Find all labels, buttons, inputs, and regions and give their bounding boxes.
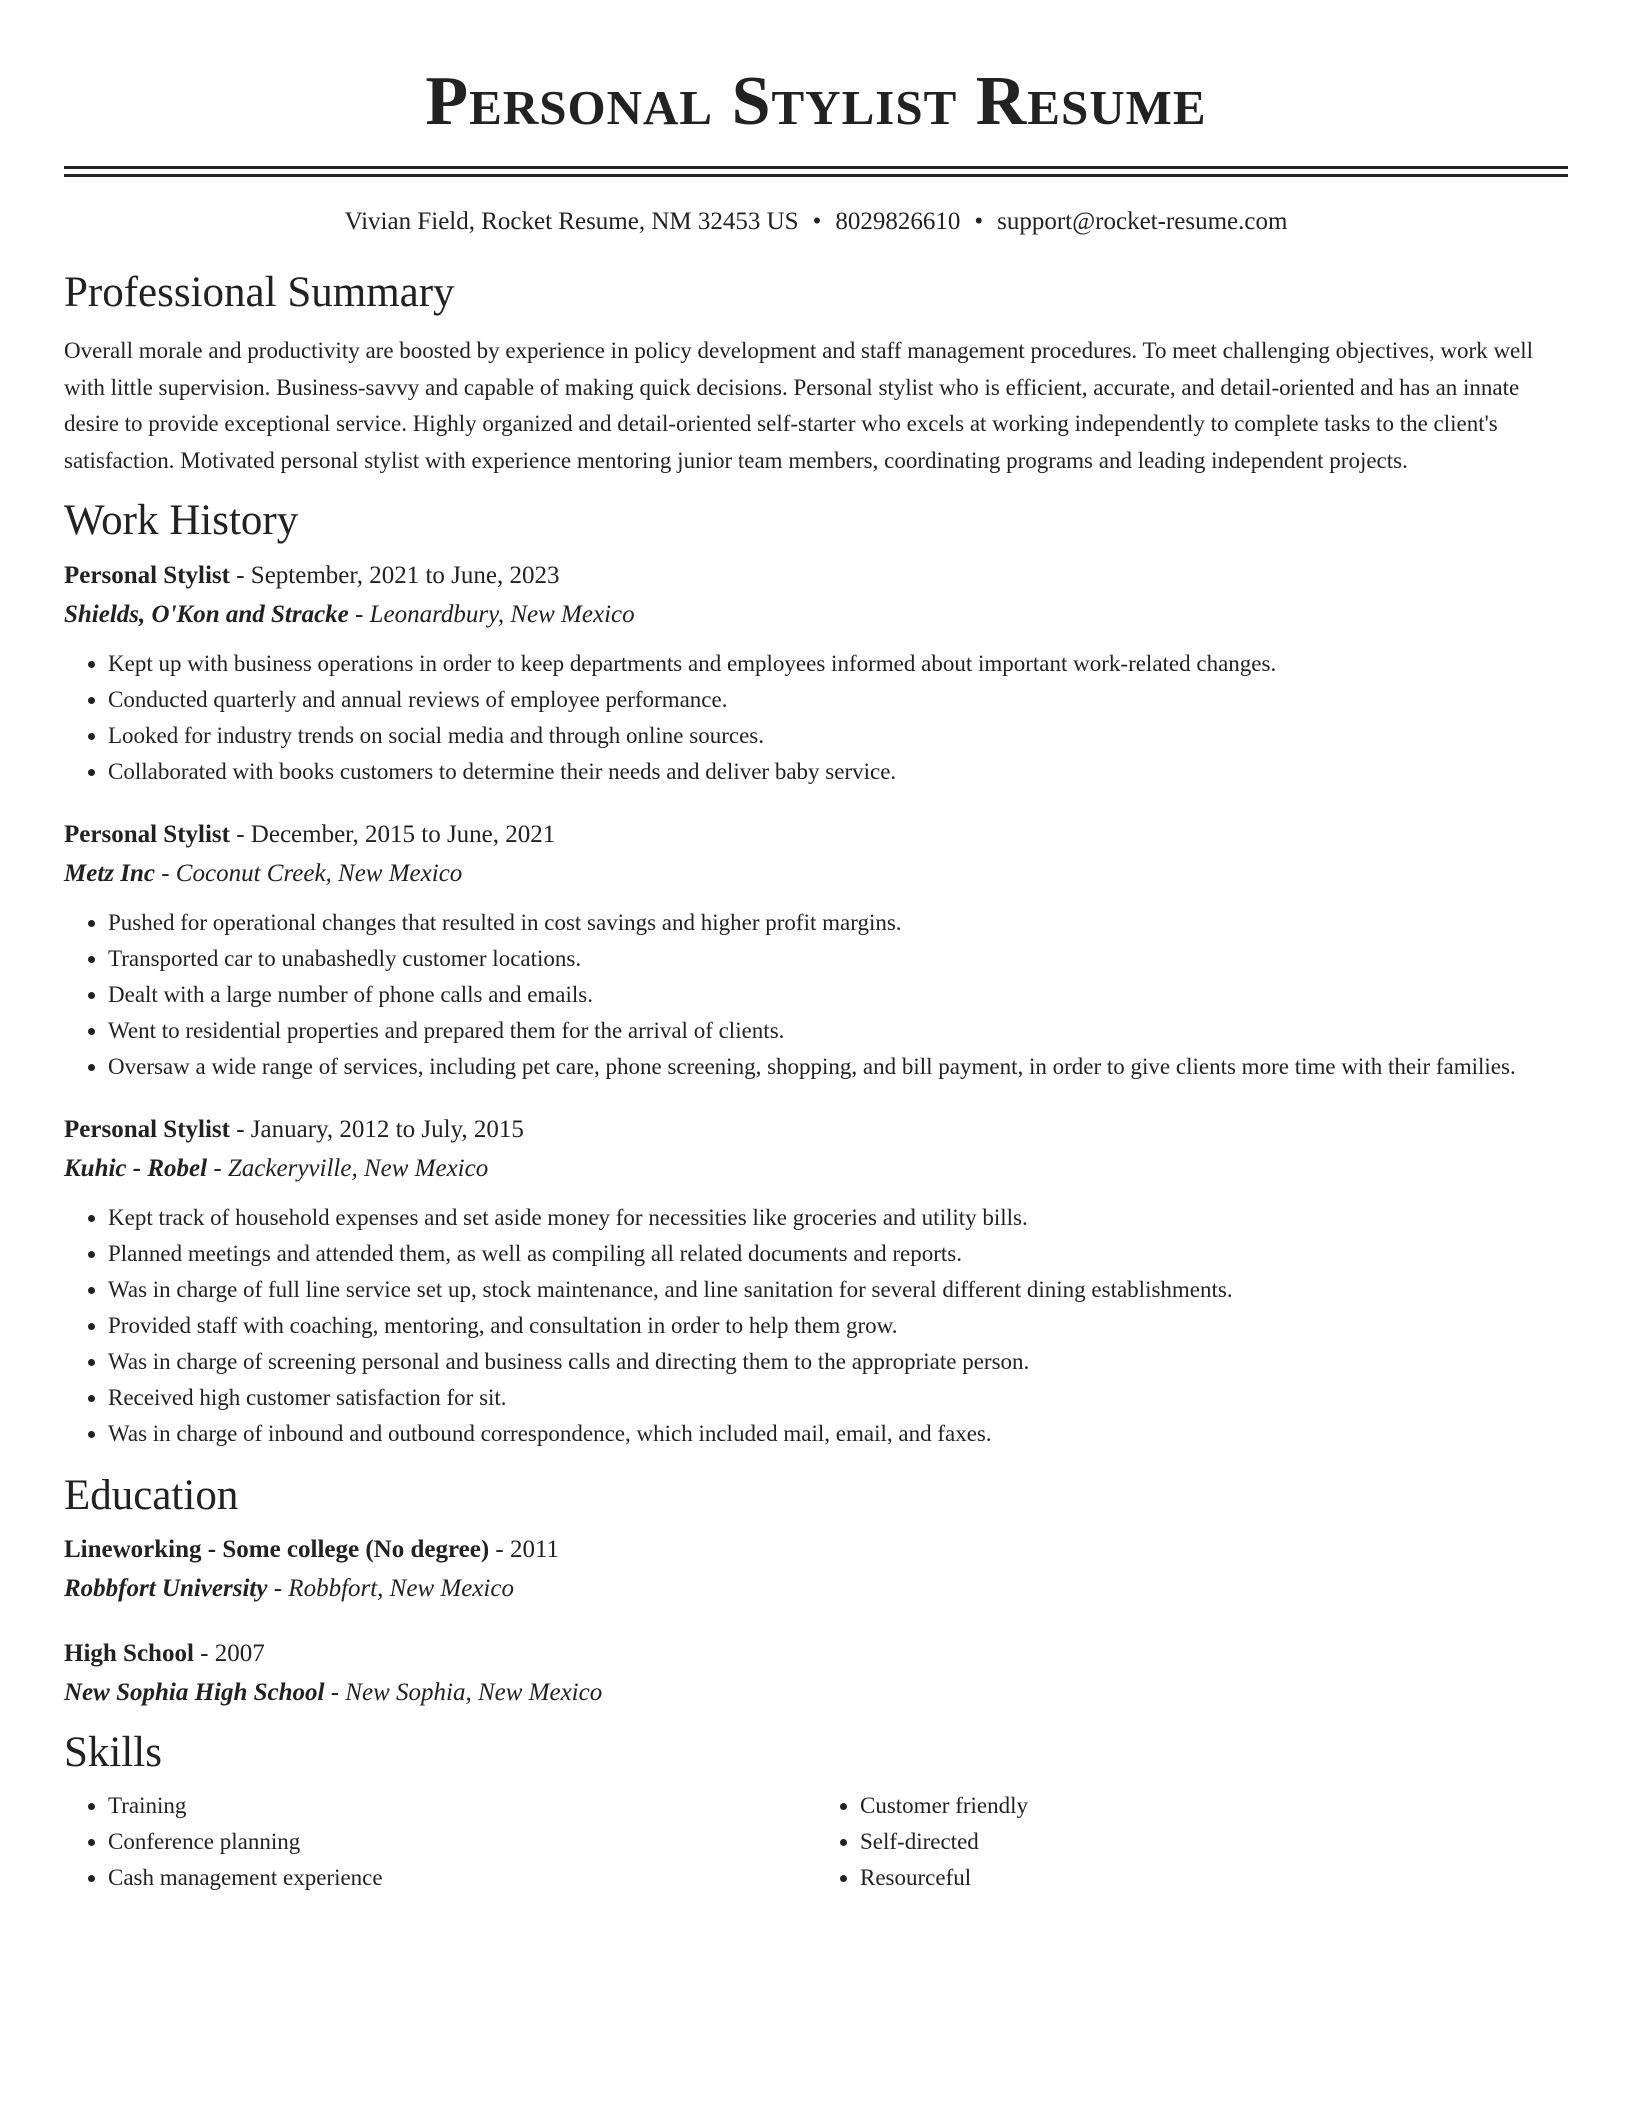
job-duty: • Transported car to unabashedly customer locations. [108,941,1568,977]
section-heading-work: Work History [64,497,299,544]
skill-item: • Cash management experience [108,1860,816,1896]
skills-list-right [816,1788,1568,1896]
job-duty: • Was in charge of screening personal and business calls and directing them to the appropriate person. [108,1344,1568,1380]
degree-line [64,1639,1568,1669]
skills-list-left [64,1788,816,1896]
job-duty: • Looked for industry trends on social media and through online sources. [108,718,1568,754]
skill-item: • Self-directed [860,1824,1568,1860]
contact-separator: • [974,208,984,235]
job-title: Personal Stylist [64,562,230,589]
job-duties-list [64,1200,1568,1452]
contact-address: Vivian Field, Rocket Resume, NM 32453 US [344,208,799,235]
job-duties-list [64,646,1568,790]
employer-location: - Leonardbury, New Mexico [348,601,635,628]
skill-item: • Resourceful [860,1860,1568,1896]
employer-line [64,600,1568,630]
section-heading-summary: Professional Summary [64,269,455,316]
job-duty: • Kept up with business operations in order to keep departments and employees informed about important work-related changes. [108,646,1568,682]
employer-line [64,859,1568,889]
contact-line [64,207,1568,237]
job-duty: • Kept track of household expenses and set aside money for necessities like groceries and utility bills. [108,1200,1568,1236]
job-duty: • Dealt with a large number of phone calls and emails. [108,977,1568,1013]
employer-line [64,1154,1568,1184]
employer-name: Metz Inc [64,860,155,887]
skill-item: • Training [108,1788,816,1824]
job-dates: - September, 2021 to June, 2023 [229,562,560,589]
employer-name: Shields, O'Kon and Stracke [64,601,349,628]
school-line [64,1574,1568,1604]
degree-year: - 2007 [193,1640,265,1667]
job-duty: • Provided staff with coaching, mentoring, and consultation in order to help them grow. [108,1308,1568,1344]
job-title-line [64,820,1568,850]
job-duty: • Received high customer satisfaction for sit. [108,1380,1568,1416]
skills-columns [64,1788,1568,1896]
job-duty: • Planned meetings and attended them, as well as compiling all related documents and reports. [108,1236,1568,1272]
summary-text: Overall morale and productivity are boosted by experience in policy development and staff management procedures. To meet challenging objectives, work well with little supervision. Business-savvy and capable of making quick decisions. Personal stylist who is efficient, accurate, and detail-oriented and has an innate desire to provide exceptional service. Highly organized and detail-oriented self-starter who excels at working independently to complete tasks to the client's satisfaction. Motivated personal stylist with experience mentoring junior team members, coordinating programs and leading independent projects. [64,338,1534,473]
section-heading-education: Education [64,1472,239,1519]
job-entry [64,820,1568,1085]
job-duty: • Went to residential properties and prepared them for the arrival of clients. [108,1013,1568,1049]
job-duty: • Pushed for operational changes that resulted in cost savings and higher profit margins. [108,905,1568,941]
contact-phone: 8029826610 [835,208,961,235]
education-entry [64,1535,1568,1604]
job-dates: - January, 2012 to July, 2015 [229,1116,524,1143]
contact-separator: • [812,208,822,235]
job-title-line [64,1115,1568,1145]
job-entry [64,561,1568,790]
employer-location: - Zackeryville, New Mexico [207,1155,489,1182]
page-title: Personal Stylist Resume [425,63,1207,140]
job-dates: - December, 2015 to June, 2021 [229,821,556,848]
school-name: New Sophia High School [64,1679,325,1706]
skill-item: • Customer friendly [860,1788,1568,1824]
job-title-line [64,561,1568,591]
school-line [64,1678,1568,1708]
job-title: Personal Stylist [64,1116,230,1143]
employer-name: Kuhic - Robel [64,1155,208,1182]
job-duty: • Collaborated with books customers to determine their needs and deliver baby service. [108,754,1568,790]
skill-item: • Conference planning [108,1824,816,1860]
education-entry [64,1639,1568,1708]
contact-email: support@rocket-resume.com [997,208,1288,235]
school-name: Robbfort University [64,1575,268,1602]
job-duty: • Conducted quarterly and annual reviews of employee performance. [108,682,1568,718]
school-location: - New Sophia, New Mexico [324,1679,603,1706]
employer-location: - Coconut Creek, New Mexico [154,860,463,887]
school-location: - Robbfort, New Mexico [267,1575,514,1602]
job-duty: • Was in charge of full line service set up, stock maintenance, and line sanitation for several different dining establishments. [108,1272,1568,1308]
resume-page [64,0,1568,1896]
job-duties-list [64,905,1568,1085]
section-heading-skills: Skills [64,1729,162,1776]
job-duty: • Oversaw a wide range of services, including pet care, phone screening, shopping, and bill payment, in order to give clients more time with their families. [108,1049,1568,1085]
job-title: Personal Stylist [64,821,230,848]
degree-name: Lineworking - Some college (No degree) [64,1536,490,1563]
job-duty: • Was in charge of inbound and outbound correspondence, which included mail, email, and faxes. [108,1416,1568,1452]
title-divider [64,166,1568,177]
degree-year: - 2011 [489,1536,560,1563]
job-entry [64,1115,1568,1452]
degree-name: High School [64,1640,194,1667]
degree-line [64,1535,1568,1565]
